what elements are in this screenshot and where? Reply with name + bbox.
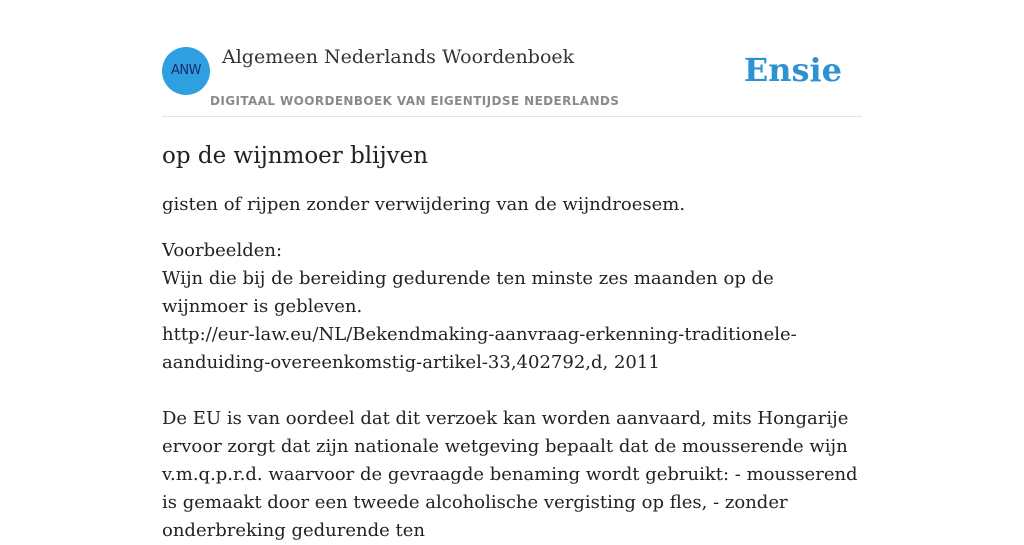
example-text: De EU is van oordeel dat dit verzoek kan worden aanvaard, mits Hongarije ervoor zorgt dat zijn nationale wetgeving bepaalt dat de mousserende wijn v.m.q.p.r.d. waarvoor de gevraagde benaming wordt gebruikt: - mousserend is gemaakt door een tweede alcoholische vergisting op fles, - zonder onderbreking gedurende ten	[162, 408, 858, 541]
examples-section	[162, 237, 862, 545]
example-source: http://eur-law.eu/NL/Bekendmaking-aanvraag-erkenning-traditionele-aanduiding-overeenkomstig-artikel-33,402792,d, 2011	[162, 324, 797, 373]
example-text: Wijn die bij de bereiding gedurende ten minste zes maanden op de wijnmoer is gebleven.	[162, 268, 774, 317]
site-title[interactable]: Algemeen Nederlands Woordenboek	[222, 46, 575, 68]
entry-definition: gisten of rijpen zonder verwijdering van de wijndroesem.	[162, 194, 686, 215]
site-subtitle: DIGITAAL WOORDENBOEK VAN EIGENTIJDSE NEDERLANDS	[210, 94, 620, 108]
anw-logo[interactable]: ANW	[162, 47, 210, 95]
examples-heading: Voorbeelden:	[162, 240, 283, 261]
entry-title: op de wijnmoer blijven	[162, 143, 429, 169]
site-header	[162, 0, 862, 117]
page	[162, 0, 862, 545]
ensie-brand-link[interactable]: Ensie	[743, 51, 842, 89]
example-spacer	[162, 377, 862, 405]
